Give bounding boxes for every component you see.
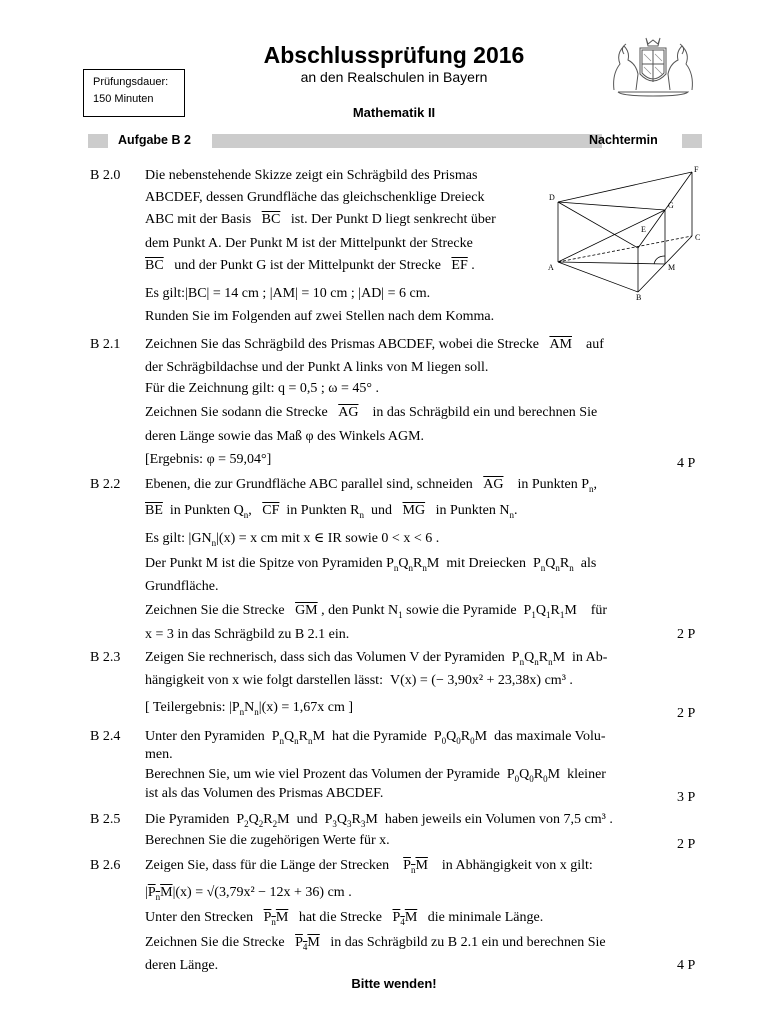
b20-text: Es gilt: [145,286,186,301]
b23-text: in Ab- [572,650,608,665]
prism-label-c: C [695,233,701,242]
b22-text: Es gilt: |GN [145,531,212,546]
task-label: Aufgabe B 2 [118,133,191,147]
b26-line4: Zeichnen Sie die Strecke $P_4M$ in das Schrägbild zu B 2.1 ein und berechnen Sie [145,935,606,952]
exam-date-label: Nachtermin [589,133,658,147]
b24-text: Berechnen Sie, um wie viel Prozent das Volumen der Pyramide [145,767,500,782]
b22-text: Ebenen, die zur Grundfläche ABC parallel sind, schneiden [145,477,473,492]
b25-points: 2 P [677,837,696,852]
b23-text: [ Teilergebnis: |P [145,700,240,715]
bar-segment-left [88,134,108,148]
b21-text: Zeichnen Sie sodann die Strecke [145,405,328,420]
b25-text: Die Pyramiden [145,812,230,827]
b21-text: Zeichnen Sie das Schrägbild des Prismas ABCDEF, wobei die Strecke [145,337,539,352]
b21-line2: der Schrägbildachse und der Punkt A links von M liegen soll. [145,360,489,375]
b26-text: Zeigen Sie, dass für die Länge der Strecken [145,858,390,873]
b22-text: in Punkten P [517,477,590,492]
footer-turn-page: Bitte wenden! [351,976,437,991]
b23-text: (x) = 1,67x cm ] [261,700,354,715]
b20-line2: ABCDEF, dessen Grundfläche das gleichschenklige Dreieck [145,190,485,205]
length-formula: (x) = √(3,79x² − 12x + 36) cm . [175,885,352,900]
bavarian-coat-of-arms-icon [606,34,700,98]
b20-line1: Die nebenstehende Skizze zeigt ein Schrägbild des Prismas [145,168,478,183]
b23-points: 2 P [677,706,696,721]
b26-text: in das Schrägbild zu B 2.1 ein und berechnen Sie [330,935,606,950]
prism-label-b: B [636,293,642,302]
segment-gm: $\overline{GM}$ [295,603,318,618]
b22-text: Der Punkt M ist die Spitze von Pyramiden [145,556,383,571]
b24-text: das maximale Volu- [494,729,606,744]
b22-line7: x = 3 in das Schrägbild zu B 2.1 ein. [145,627,350,642]
task-label-b23: B 2.3 [90,650,121,665]
duration-box [83,69,185,117]
prism-label-g: G [668,201,674,210]
b21-line3: Für die Zeichnung gilt: q = 0,5 ; ω = 45° . [145,381,379,396]
task-label-b26: B 2.6 [90,858,121,873]
segment-mg: $\overline{MG}$ [402,503,426,518]
b22-text: als [580,556,597,571]
prism-sketch [540,164,710,304]
b21-line4 [145,405,597,421]
segment-ag: $\overline{AG}$ [483,477,504,492]
b26-text: Zeichnen Sie die Strecke [145,935,285,950]
b22-text: mit Dreiecken [446,556,526,571]
b21-points: 4 P [677,456,696,471]
segment-am: $\overline{AM}$ [549,337,572,352]
task-bar [88,134,702,148]
b21-line5: deren Länge sowie das Maß φ des Winkels AGM. [145,429,425,444]
duration-label: Prüfungsdauer: [93,76,169,88]
b22-text: Zeichnen Sie die Strecke [145,603,285,618]
task-label-b25: B 2.5 [90,812,121,827]
b24-text: hat die Pyramide [331,729,427,744]
segment-be: $\overline{BE}$ [145,503,163,518]
segment-bc: $\overline{BC}$ [145,258,164,273]
b22-text: und [371,503,393,518]
b24-text: Unter den Pyramiden [145,729,265,744]
prism-label-m: M [668,263,676,272]
b26-text: in Abhängigkeit von x gilt: [441,858,593,873]
b26-text: hat die Strecke [298,910,383,925]
prism-label-e: E [641,225,646,234]
b20-line3 [145,212,496,228]
b25-text: haben jeweils ein Volumen von 7,5 cm³ . [384,812,613,827]
b22-points: 2 P [677,627,696,642]
b25-text: und [296,812,318,827]
b21-text: in das Schrägbild ein und berechnen Sie [372,405,598,420]
task-label-b21: B 2.1 [90,337,121,352]
b21-line1 [145,337,604,353]
b26-line1: Zeigen Sie, dass für die Länge der Strecken $P_nM$ in Abhängigkeit von x gilt: [145,858,593,875]
volume-formula: V(x) = (− 3,90x² + 23,38x) cm³ . [389,673,573,688]
b20-given-values: |BC| = 14 cm ; |AM| = 10 cm ; |AD| = 6 cm. [185,286,431,301]
segment-bc: $\overline{BC}$ [261,212,281,227]
b20-text: und der Punkt G ist der Mittelpunkt der Strecke [174,258,441,273]
b26-line3: Unter den Strecken $P_nM$ hat die Strecke $P_4M$ die minimale Länge. [145,910,544,927]
b22-line5: Grundfläche. [145,579,219,594]
b22-line2: $\overline{BE}$ in Punkten $Q_n$, $\overline{CF}$ in Punkten $R_n$ und $\overline{MG}$ in Punkten $N_n$. [145,503,518,520]
b22-text: in Punkten R [286,503,360,518]
b20-line7: Runden Sie im Folgenden auf zwei Stellen nach dem Komma. [145,309,495,324]
b24-line2: men. [145,747,173,762]
b24-line1: Unter den Pyramiden $P_nQ_nR_nM$ hat die Pyramide $P_0Q_0R_0M$ das maximale Volu- [145,729,606,746]
b25-line2: Berechnen Sie die zugehörigen Werte für x. [145,833,390,848]
b26-text: Unter den Strecken [145,910,254,925]
segment-ag: $\overline{AG}$ [338,405,359,420]
b23-line1: Zeigen Sie rechnerisch, dass sich das Volumen V der Pyramiden $P_nQ_nR_nM$ in Ab- [145,650,608,667]
b22-text: in Punkten N [435,503,510,518]
subject-title: Mathematik II [352,105,436,120]
task-label-b22: B 2.2 [90,477,121,492]
duration-value: 150 Minuten [93,93,154,105]
bar-segment-right [682,134,702,148]
b23-text: Zeigen Sie rechnerisch, dass sich das Volumen V der Pyramiden [145,650,505,665]
b22-text: für [590,603,608,618]
b21-text: auf [586,337,604,352]
b20-text: . [471,258,475,273]
prism-label-a: A [548,263,554,272]
b26-line5: deren Länge. [145,958,219,973]
b20-line5 [145,258,475,274]
b24-text: kleiner [567,767,606,782]
prism-label-f: F [694,165,699,174]
b21-line6: [Ergebnis: φ = 59,04°] [145,452,272,467]
task-label-b24: B 2.4 [90,729,121,744]
b26-text: die minimale Länge. [427,910,544,925]
b24-line3: Berechnen Sie, um wie viel Prozent das Volumen der Pyramide $P_0Q_0R_0M$ kleiner [145,767,606,784]
b22-line6: Zeichnen Sie die Strecke $\overline{GM}$ , den Punkt $N_1$ sowie die Pyramide $P_1Q_1R_1M$ für [145,603,608,620]
b22-text: sowie die Pyramide [406,603,517,618]
b26-line2: $|P_nM|(x) = √(3,79x^2 - 12x + 36)$ cm . [145,885,352,902]
page-subtitle: an den Realschulen in Bayern [300,69,488,85]
segment-ef: $\overline{EF}$ [451,258,468,273]
b25-line1: Die Pyramiden $P_2Q_2R_2M$ und $P_3Q_3R_3M$ haben jeweils ein Volumen von 7,5 cm³ . [145,812,613,829]
b20-line6 [145,286,430,302]
b26-points: 4 P [677,958,696,973]
b22-line1: Ebenen, die zur Grundfläche ABC parallel sind, schneiden $\overline{AG}$ in Punkten $P_n$, [145,477,598,494]
b20-text: ist. Der Punkt D liegt senkrecht über [290,212,496,227]
page-title: Abschlussprüfung 2016 [263,42,525,68]
b23-text: hängigkeit von x wie folgt darstellen lässt: [145,673,383,688]
b23-line2 [145,673,573,689]
b20-line4: dem Punkt A. Der Punkt M ist der Mittelpunkt der Strecke [145,236,473,251]
b22-line4: Der Punkt M ist die Spitze von Pyramiden $P_nQ_nR_nM$ mit Dreiecken $P_nQ_nR_n$ als [145,556,597,573]
b23-line3: [ Teilergebnis: $|P_nN_n|(x) = 1,67x$ cm ] [145,700,354,717]
b24-line4: ist als das Volumen des Prismas ABCDEF. [145,786,384,801]
task-label-b20: B 2.0 [90,168,121,183]
prism-label-d: D [549,193,555,202]
b22-text: (x) = x cm mit x ∈ IR sowie 0 < x < 6 . [218,531,440,546]
segment-cf: $\overline{CF}$ [262,503,280,518]
b22-text: , den Punkt N [321,603,399,618]
b24-points: 3 P [677,790,696,805]
b22-text: in Punkten Q [169,503,244,518]
bar-segment-middle [212,134,602,148]
b20-text: ABC mit der Basis [145,212,252,227]
b22-line3: Es gilt: $|GN_n|(x) = x$ cm mit x ∈ IR sowie 0 < x < 6 . [145,531,440,548]
